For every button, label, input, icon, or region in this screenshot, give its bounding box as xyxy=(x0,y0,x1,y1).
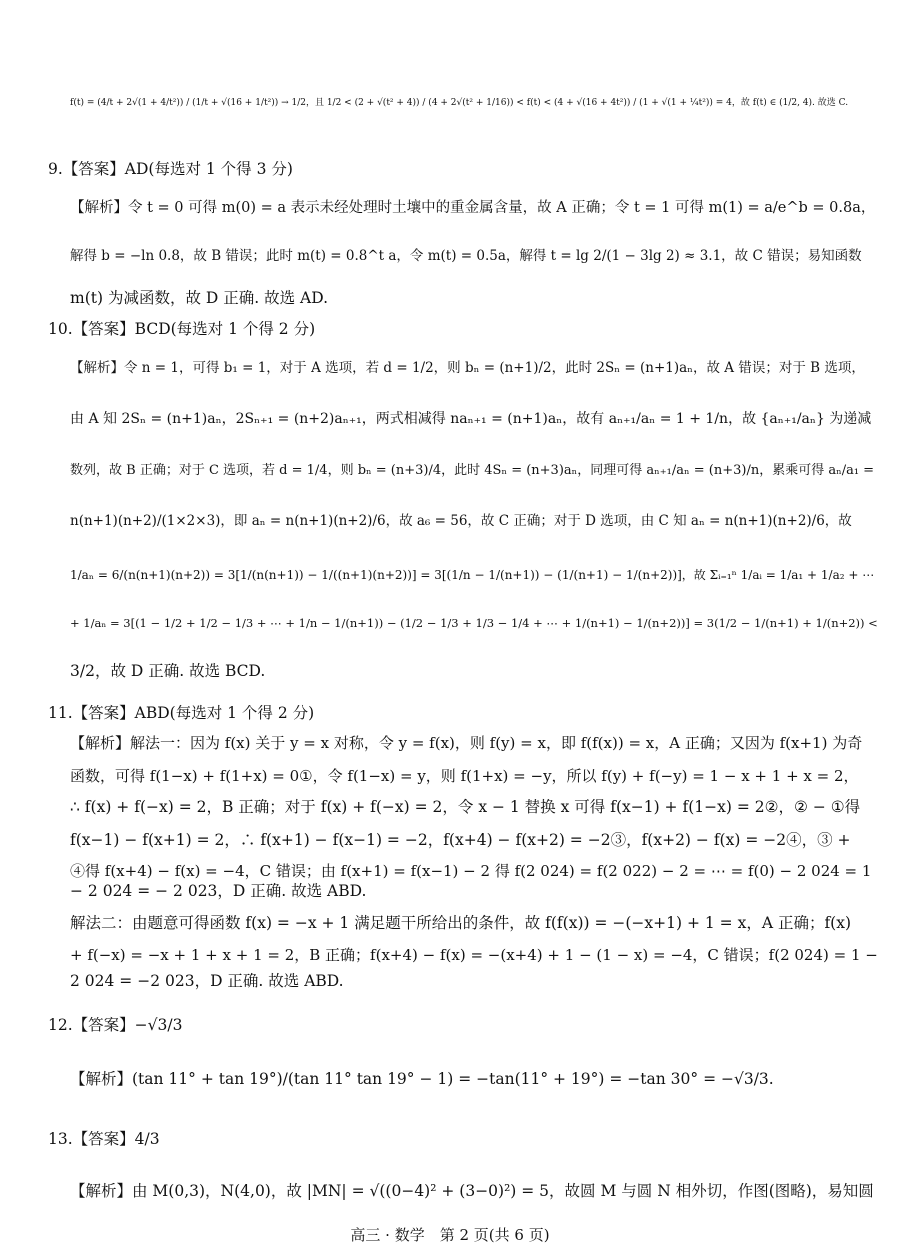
q12-answer: 12.【答案】−√3/3 xyxy=(48,1016,183,1034)
q13-analysis-line-1: 【解析】由 M(0,3)，N(4,0)，故 |MN| = √((0−4)² + (3−0)²) = 5，故圆 M 与圆 N 相外切，作图(图略)，易知圆 xyxy=(70,1182,874,1200)
q9-analysis-line-2: 解得 b = −ln 0.8，故 B 错误；此时 m(t) = 0.8^t a，令 m(t) = 0.5a，解得 t = lg 2/(1 − 3lg 2) ≈ 3.1，故 C 错误；易知函数 xyxy=(70,248,862,264)
q11-method1-line-5: ④得 f(x+4) − f(x) = −4，C 错误；由 f(x+1) = f(x−1) − 2 得 f(2 024) = f(2 022) − 2 = ⋯ = f(0) − 2 024 = 1 xyxy=(70,862,872,880)
q10-analysis-line-1: 【解析】令 n = 1，可得 b₁ = 1，对于 A 选项，若 d = 1/2，则 bₙ = (n+1)/2，此时 2Sₙ = (n+1)aₙ，故 A 错误；对于 B 选项， xyxy=(70,360,865,376)
q11-method1-line-3: ∴ f(x) + f(−x) = 2，B 正确；对于 f(x) + f(−x) = 2，令 x − 1 替换 x 可得 f(x−1) + f(1−x) = 2②，② − ①得 xyxy=(70,798,861,816)
q10-answer: 10.【答案】BCD(每选对 1 个得 2 分) xyxy=(48,320,316,338)
q11-method1-line-4: f(x−1) − f(x+1) = 2，∴ f(x+1) − f(x−1) = −2，f(x+4) − f(x+2) = −2③，f(x+2) − f(x) = −2④，③ + xyxy=(70,831,851,849)
q10-analysis-line-6: + 1/aₙ = 3[(1 − 1/2 + 1/2 − 1/3 + ⋯ + 1/n − 1/(n+1)) − (1/2 − 1/3 + 1/3 − 1/4 + ⋯ + 1/(n+1) − 1/(n+2))] = 3(1/2 − 1/(n+1) + 1/(n+2)) < xyxy=(70,616,878,630)
q9-analysis-line-1: 【解析】令 t = 0 可得 m(0) = a 表示未经处理时土壤中的重金属含量，故 A 正确；令 t = 1 可得 m(1) = a/e^b = 0.8a， xyxy=(70,200,876,216)
q12-analysis: 【解析】(tan 11° + tan 19°)/(tan 11° tan 19° − 1) = −tan(11° + 19°) = −tan 30° = −√3/3. xyxy=(70,1070,774,1088)
q8-conclusion-line: f(t) = (4/t + 2√(1 + 4/t²)) / (1/t + √(16 + 1/t²)) → 1/2，且 1/2 < (2 + √(t² + 4)) / (4 + 2√(t² + 1/16)) < f(t) < (4 + √(16 + 4t²)) / (1 + √(1 + ¼t²)) = 4，故 f(t) ∈ (1/2, 4). 故选 C. xyxy=(70,98,849,108)
q10-analysis-line-4: n(n+1)(n+2)/(1×2×3)，即 aₙ = n(n+1)(n+2)/6，故 a₆ = 56，故 C 正确；对于 D 选项，由 C 知 aₙ = n(n+1)(n+2)/6，故 xyxy=(70,513,852,529)
q11-method1-line-6: − 2 024 = − 2 023，D 正确. 故选 ABD. xyxy=(70,882,367,900)
q11-method2-line-1: 解法二：由题意可得函数 f(x) = −x + 1 满足题干所给出的条件，故 f(f(x)) = −(−x+1) + 1 = x，A 正确；f(x) xyxy=(70,914,852,932)
page-footer: 高三 · 数学 第 2 页(共 6 页) xyxy=(350,1226,550,1244)
q11-answer: 11.【答案】ABD(每选对 1 个得 2 分) xyxy=(48,704,315,722)
q10-analysis-line-3: 数列，故 B 正确；对于 C 选项，若 d = 1/4，则 bₙ = (n+3)/4，此时 4Sₙ = (n+3)aₙ，同理可得 aₙ₊₁/aₙ = (n+3)/n，累乘可得 aₙ/a₁ = xyxy=(70,463,875,478)
q9-analysis-line-3: m(t) 为减函数，故 D 正确. 故选 AD. xyxy=(70,289,329,307)
q11-method1-line-1: 【解析】解法一：因为 f(x) 关于 y = x 对称，令 y = f(x)，则 f(y) = x，即 f(f(x)) = x，A 正确；又因为 f(x+1) 为奇 xyxy=(70,734,863,752)
q11-method1-line-2: 函数，可得 f(1−x) + f(1+x) = 0①，令 f(1−x) = y，则 f(1+x) = −y，所以 f(y) + f(−y) = 1 − x + 1 + x = 2， xyxy=(70,767,859,785)
q11-method2-line-2: + f(−x) = −x + 1 + x + 1 = 2，B 正确；f(x+4) − f(x) = −(x+4) + 1 − (1 − x) = −4，C 错误；f(2 024) = 1 − xyxy=(70,946,878,964)
q10-analysis-line-7: 3/2，故 D 正确. 故选 BCD. xyxy=(70,662,266,680)
q9-answer: 9.【答案】AD(每选对 1 个得 3 分) xyxy=(48,160,293,178)
q10-analysis-line-5: 1/aₙ = 6/(n(n+1)(n+2)) = 3[1/(n(n+1)) − 1/((n+1)(n+2))] = 3[(1/n − 1/(n+1)) − (1/(n+1) − 1/(n+2))]，故 Σᵢ₌₁ⁿ 1/aᵢ = 1/a₁ + 1/a₂ + ⋯ xyxy=(70,568,875,582)
q10-analysis-line-2: 由 A 知 2Sₙ = (n+1)aₙ，2Sₙ₊₁ = (n+2)aₙ₊₁，两式相减得 naₙ₊₁ = (n+1)aₙ，故有 aₙ₊₁/aₙ = 1 + 1/n，故 {aₙ₊₁/aₙ} 为递减 xyxy=(70,411,872,427)
q13-answer: 13.【答案】4/3 xyxy=(48,1130,160,1148)
q11-method2-line-3: 2 024 = −2 023，D 正确. 故选 ABD. xyxy=(70,972,344,990)
